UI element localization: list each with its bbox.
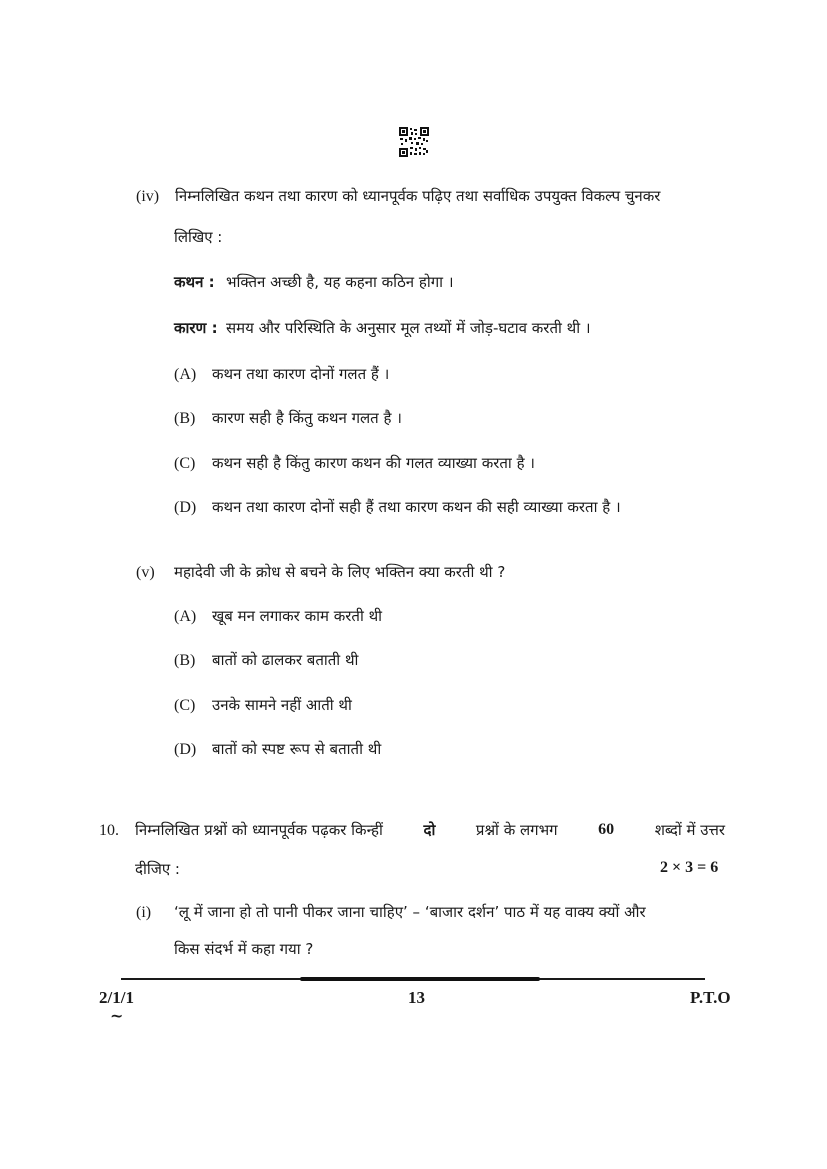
pto-label: P.T.O: [690, 988, 731, 1007]
option-text: कथन सही है किंतु कारण कथन की गलत व्याख्या करता है ।: [212, 454, 535, 472]
subquestion-number: (iv): [136, 188, 160, 205]
assertion-label: कथन :: [174, 273, 215, 291]
tilde-mark: ~: [110, 1006, 124, 1025]
page-number: 13: [408, 988, 425, 1007]
option-label: (B): [174, 652, 196, 669]
instruction-part-a: निम्नलिखित प्रश्नों को ध्यानपूर्वक पढ़कर किन्हीं: [135, 821, 383, 839]
word-count: 60: [598, 821, 615, 838]
instruction-do: दो: [423, 821, 436, 839]
subquestion-number: (i): [136, 904, 152, 921]
option-label: (B): [174, 410, 196, 427]
qr-code-icon: [398, 126, 430, 158]
option-label: (A): [174, 366, 197, 383]
question-text-line1: [135, 820, 725, 840]
subquestion-text-line2: किस संदर्भ में कहा गया ?: [174, 940, 314, 958]
paper-code: 2/1/1: [99, 988, 134, 1007]
subquestion-number: (v): [136, 564, 155, 581]
subquestion-text-line1: ‘लू में जाना हो तो पानी पीकर जाना चाहिए’ – ‘बाजार दर्शन’ पाठ में यह वाक्य क्यों और: [174, 903, 646, 921]
option-text: कथन तथा कारण दोनों गलत हैं ।: [212, 365, 390, 383]
question-number: 10.: [99, 822, 119, 839]
assertion-text: भक्तिन अच्छी है, यह कहना कठिन होगा ।: [226, 273, 454, 291]
marks-allocation: 2 × 3 = 6: [660, 859, 719, 876]
option-text: कथन तथा कारण दोनों सही हैं तथा कारण कथन की सही व्याख्या करता है ।: [212, 498, 621, 516]
instruction-part-b: प्रश्नों के लगभग: [475, 821, 558, 839]
question-text-line2: लिखिए :: [174, 228, 223, 246]
option-label: (C): [174, 697, 196, 714]
reason-label: कारण :: [174, 319, 218, 337]
footer-divider-thick: [300, 977, 540, 981]
option-label: (D): [174, 499, 197, 516]
instruction-part-c: शब्दों में उत्तर: [654, 821, 725, 839]
option-text: बातों को ढालकर बताती थी: [212, 651, 359, 669]
option-text: खूब मन लगाकर काम करती थी: [212, 607, 383, 625]
option-text: बातों को स्पष्ट रूप से बताती थी: [212, 740, 382, 758]
option-text: उनके सामने नहीं आती थी: [212, 696, 352, 714]
question-text-line2: दीजिए :: [135, 860, 180, 878]
option-label: (C): [174, 455, 196, 472]
option-label: (A): [174, 608, 197, 625]
option-text: कारण सही है किंतु कथन गलत है ।: [212, 409, 402, 427]
option-label: (D): [174, 741, 197, 758]
reason-text: समय और परिस्थिति के अनुसार मूल तथ्यों में जोड़-घटाव करती थी ।: [226, 319, 591, 337]
question-text: महादेवी जी के क्रोध से बचने के लिए भक्तिन क्या करती थी ?: [174, 563, 506, 581]
question-text-line1: निम्नलिखित कथन तथा कारण को ध्यानपूर्वक पढ़िए तथा सर्वाधिक उपयुक्त विकल्प चुनकर: [175, 187, 661, 205]
